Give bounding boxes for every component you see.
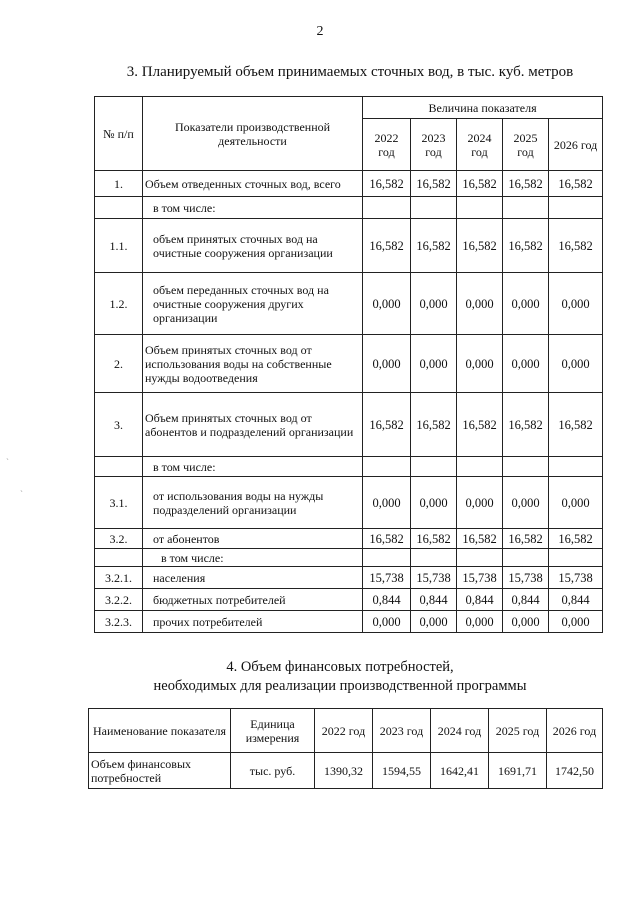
scan-artifact: ˎ <box>6 450 9 460</box>
row-value: 0,000 <box>363 273 411 335</box>
row-value: 16,582 <box>503 171 549 197</box>
row-value: 16,582 <box>411 219 457 273</box>
table-row <box>89 753 603 789</box>
row-value <box>549 549 603 567</box>
row-value: 16,582 <box>411 529 457 549</box>
table-row <box>95 529 603 549</box>
row-name: Объем финансовых потребностей <box>89 753 231 789</box>
row-value <box>457 457 503 477</box>
row-value: 16,582 <box>411 171 457 197</box>
row-value: 0,000 <box>363 477 411 529</box>
row-value: 16,582 <box>457 529 503 549</box>
table-row <box>95 273 603 335</box>
table-row <box>95 589 603 611</box>
row-value: 1742,50 <box>547 753 603 789</box>
value-group-header: Величина показателя <box>363 97 603 119</box>
row-value: 15,738 <box>457 567 503 589</box>
row-value: 16,582 <box>411 393 457 457</box>
row-value: 15,738 <box>363 567 411 589</box>
row-value: 0,000 <box>549 611 603 633</box>
row-value: 16,582 <box>457 219 503 273</box>
row-value <box>411 549 457 567</box>
row-value: 16,582 <box>549 219 603 273</box>
row-indicator-name: Объем принятых сточных вод от использования воды на собственные нужды водоотведения <box>143 335 363 393</box>
table-row <box>95 197 603 219</box>
row-value: 0,844 <box>457 589 503 611</box>
row-value: 0,000 <box>363 611 411 633</box>
year-header: 2022 год <box>315 709 373 753</box>
section3-title: 3. Планируемый объем принимаемых сточных вод, в тыс. куб. метров <box>126 64 574 80</box>
row-value: 0,844 <box>363 589 411 611</box>
row-value <box>549 197 603 219</box>
year-header: 2025 год <box>489 709 547 753</box>
row-indicator-name: объем принятых сточных вод на очистные сооружения организации <box>143 219 363 273</box>
row-value: 0,000 <box>457 611 503 633</box>
name-column-header: Наименование показателя <box>89 709 231 753</box>
row-value <box>457 549 503 567</box>
row-value <box>363 549 411 567</box>
row-value: 0,844 <box>549 589 603 611</box>
table-row <box>95 219 603 273</box>
row-value: 16,582 <box>363 529 411 549</box>
row-value <box>411 197 457 219</box>
row-value <box>549 457 603 477</box>
scan-artifact: ˎ <box>20 482 23 492</box>
year-header: 2025 год <box>503 119 549 171</box>
row-value <box>411 457 457 477</box>
row-number: 1. <box>95 171 143 197</box>
year-header: 2026 год <box>549 119 603 171</box>
row-number: 1.2. <box>95 273 143 335</box>
row-indicator-name: прочих потребителей <box>143 611 363 633</box>
row-value <box>503 549 549 567</box>
row-value: 1691,71 <box>489 753 547 789</box>
row-indicator-name: в том числе: <box>143 549 363 567</box>
table-row <box>95 335 603 393</box>
section4-title-line1: 4. Объем финансовых потребностей, <box>226 659 454 675</box>
num-column-header: № п/п <box>95 97 143 171</box>
year-header: 2024 год <box>431 709 489 753</box>
row-value <box>457 197 503 219</box>
year-header: 2022 год <box>363 119 411 171</box>
table-row <box>95 549 603 567</box>
row-indicator-name: в том числе: <box>143 457 363 477</box>
row-number: 2. <box>95 335 143 393</box>
row-value: 0,000 <box>411 273 457 335</box>
row-value: 16,582 <box>363 171 411 197</box>
row-value: 0,000 <box>549 273 603 335</box>
row-indicator-name: Объем отведенных сточных вод, всего <box>143 171 363 197</box>
section4-title <box>90 658 590 696</box>
table-row <box>95 611 603 633</box>
row-indicator-name: от абонентов <box>143 529 363 549</box>
row-number: 3.2.2. <box>95 589 143 611</box>
row-value: 0,000 <box>503 477 549 529</box>
row-value: 0,000 <box>503 335 549 393</box>
row-value: 0,000 <box>457 273 503 335</box>
row-value: 1642,41 <box>431 753 489 789</box>
row-unit: тыс. руб. <box>231 753 315 789</box>
indicator-column-header: Показатели производственной деятельности <box>143 97 363 171</box>
row-number: 3.1. <box>95 477 143 529</box>
row-value: 0,000 <box>363 335 411 393</box>
year-header: 2023 год <box>411 119 457 171</box>
year-header: 2024 год <box>457 119 503 171</box>
row-number <box>95 197 143 219</box>
row-number: 1.1. <box>95 219 143 273</box>
section4-title-line2: необходимых для реализации производственной программы <box>153 678 527 694</box>
row-value: 15,738 <box>503 567 549 589</box>
row-value: 1390,32 <box>315 753 373 789</box>
row-value: 0,844 <box>503 589 549 611</box>
row-value: 15,738 <box>549 567 603 589</box>
table-row <box>95 171 603 197</box>
row-value: 0,000 <box>503 611 549 633</box>
row-value: 16,582 <box>457 171 503 197</box>
wastewater-volume-table <box>94 96 603 633</box>
row-number: 3.2.3. <box>95 611 143 633</box>
row-value: 0,000 <box>457 335 503 393</box>
table-header-row <box>89 709 603 753</box>
row-value: 0,844 <box>411 589 457 611</box>
unit-column-header: Единица измерения <box>231 709 315 753</box>
row-value: 16,582 <box>363 393 411 457</box>
row-value: 0,000 <box>411 611 457 633</box>
table-row <box>95 477 603 529</box>
row-value: 0,000 <box>411 335 457 393</box>
row-value: 16,582 <box>549 171 603 197</box>
row-value <box>503 457 549 477</box>
row-value: 0,000 <box>503 273 549 335</box>
row-number: 3.2.1. <box>95 567 143 589</box>
row-value: 0,000 <box>549 335 603 393</box>
row-value: 16,582 <box>549 393 603 457</box>
row-indicator-name: от использования воды на нужды подразделений организации <box>143 477 363 529</box>
financial-needs-table <box>88 708 603 789</box>
row-number: 3.2. <box>95 529 143 549</box>
row-indicator-name: в том числе: <box>143 197 363 219</box>
row-indicator-name: бюджетных потребителей <box>143 589 363 611</box>
row-indicator-name: Объем принятых сточных вод от абонентов и подразделений организации <box>143 393 363 457</box>
year-header: 2023 год <box>373 709 431 753</box>
row-value: 1594,55 <box>373 753 431 789</box>
row-indicator-name: объем переданных сточных вод на очистные сооружения других организации <box>143 273 363 335</box>
row-value: 16,582 <box>503 529 549 549</box>
row-number <box>95 457 143 477</box>
row-value: 16,582 <box>503 219 549 273</box>
row-value: 0,000 <box>549 477 603 529</box>
row-value <box>363 197 411 219</box>
row-value: 15,738 <box>411 567 457 589</box>
table-header-row <box>95 97 603 119</box>
table-row <box>95 393 603 457</box>
row-value: 16,582 <box>363 219 411 273</box>
row-number <box>95 549 143 567</box>
row-number: 3. <box>95 393 143 457</box>
year-header: 2026 год <box>547 709 603 753</box>
table-row <box>95 457 603 477</box>
row-indicator-name: населения <box>143 567 363 589</box>
row-value: 16,582 <box>549 529 603 549</box>
row-value: 0,000 <box>457 477 503 529</box>
page-number: 2 <box>316 24 324 39</box>
table-row <box>95 567 603 589</box>
row-value: 0,000 <box>411 477 457 529</box>
row-value <box>363 457 411 477</box>
row-value: 16,582 <box>503 393 549 457</box>
row-value: 16,582 <box>457 393 503 457</box>
row-value <box>503 197 549 219</box>
